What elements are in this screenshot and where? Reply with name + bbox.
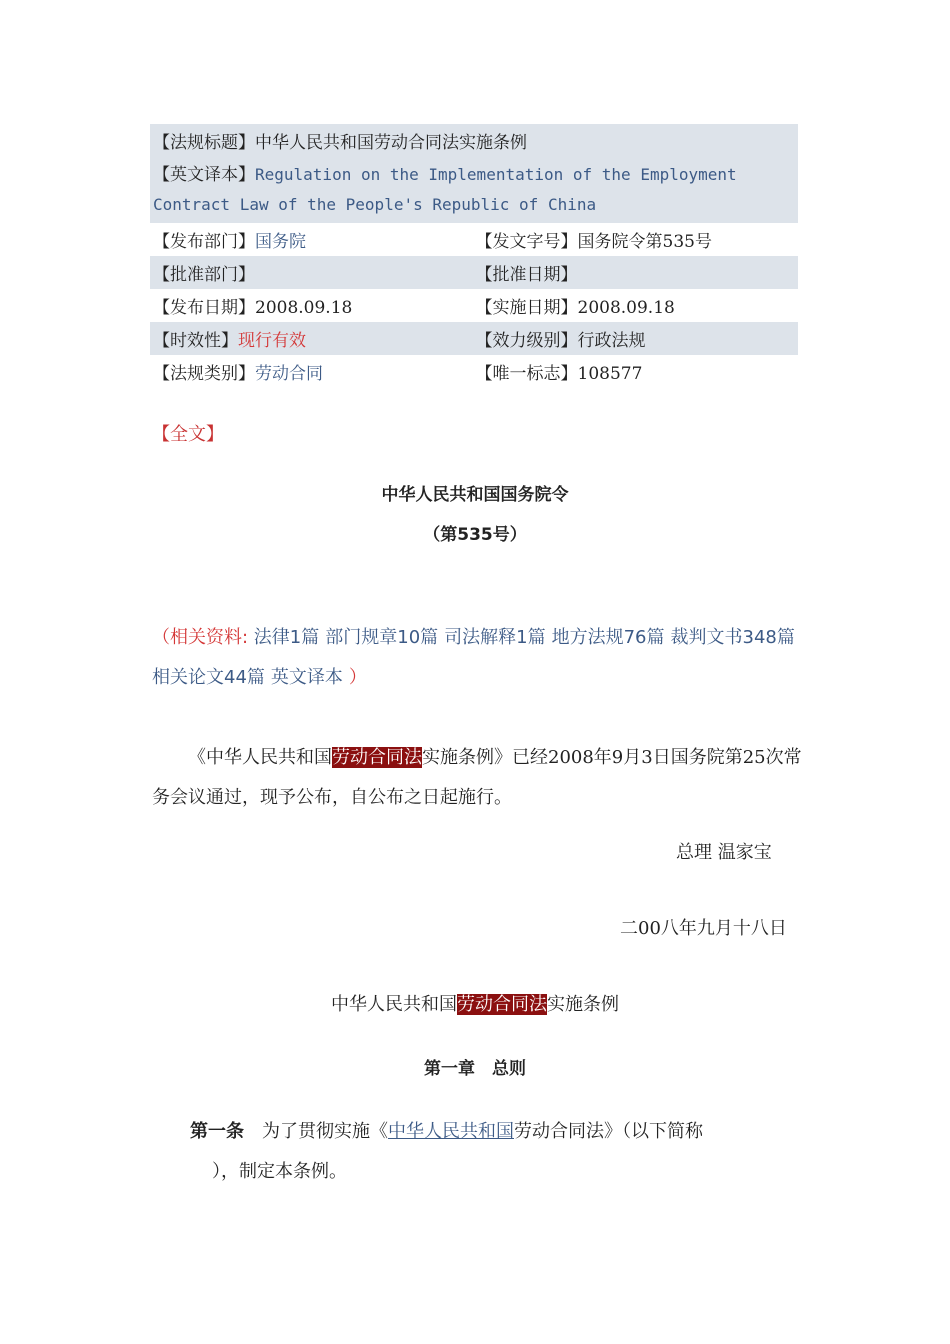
approver-label: 【批准部门】 [153,265,255,285]
related-link-english[interactable]: 英文译本 [270,667,343,688]
meta-row-dates [150,289,798,322]
related-suffix: ） [348,667,367,688]
highlighted-keyword: 劳动合同法 [332,747,422,768]
uid-value: 108577 [577,364,643,384]
preamble-paragraph [152,738,802,818]
highlighted-keyword: 劳动合同法 [457,994,547,1015]
law-link-tail: 劳动合同法 [514,1121,604,1142]
english-translation-link[interactable]: Regulation on the Implementation of the Employment Contract Law of the People's Republic of China [153,165,737,214]
validity-value: 现行有效 [238,331,306,351]
meta-row-issuer [150,223,798,256]
article-1 [190,1112,760,1192]
doc-no-value: 国务院令第535号 [577,232,712,252]
signature: 总理 温家宝 [676,842,772,863]
meta-row-title [150,124,798,157]
english-label: 【英文译本】 [153,165,255,185]
reg-title-before: 中华人民共和国 [331,994,457,1015]
meta-row-validity [150,322,798,355]
related-materials: （相关资料: 法律1篇 部门规章10篇 司法解释1篇 地方法规76篇 裁判文书348篇相关论文44篇 英文译本 ） [152,627,795,688]
issuer-link[interactable]: 国务院 [255,232,306,252]
related-prefix: （相关资料 [152,627,242,648]
effective-date-value: 2008.09.18 [577,298,675,318]
publish-date-value: 2008.09.18 [255,298,353,318]
title-value: 中华人民共和国劳动合同法实施条例 [255,133,527,153]
approve-date-label: 【批准日期】 [475,265,578,285]
level-value: 行政法规 [577,331,646,351]
regulation-title [0,990,950,1016]
metadata-table [150,124,798,388]
order-number: （第535号） [423,525,527,545]
article-text-3: ），制定本条例。 [212,1161,347,1182]
meta-row-approval [150,256,798,289]
preamble-text-before: 《中华人民共和国 [188,747,332,768]
publish-date-label: 【发布日期】 [153,298,255,318]
chapter-heading: 第一章 总则 [424,1059,526,1079]
issuer-label: 【发布部门】 [153,232,255,252]
law-link[interactable]: 中华人民共和国 [388,1121,514,1142]
meta-row-category [150,355,798,388]
effective-date-label: 【实施日期】 [475,298,578,318]
level-label: 【效力级别】 [475,331,578,351]
related-link-laws[interactable]: 法律1篇 [253,627,320,648]
article-text-1: 为了贯彻实施《 [262,1121,388,1142]
meta-row-english [150,157,798,223]
sign-date: 二00八年九月十八日 [620,918,787,939]
title-label: 【法规标题】 [153,133,255,153]
category-link[interactable]: 劳动合同 [255,364,323,384]
related-link-papers[interactable]: 相关论文44篇 [152,667,265,688]
uid-label: 【唯一标志】 [475,364,578,384]
doc-no-label: 【发文字号】 [475,232,578,252]
related-link-cases[interactable]: 裁判文书348篇 [670,627,795,648]
preamble-text-after: 实施条例》已经2008年9月3日国务院第25次常务会议通过，现予公布，自公布之日起施行。 [152,747,802,808]
reg-title-after: 实施条例 [547,994,619,1015]
related-link-judicial[interactable]: 司法解释1篇 [444,627,546,648]
fulltext-label: 【全文】 [152,424,224,445]
related-link-dept-rules[interactable]: 部门规章10篇 [325,627,439,648]
validity-label: 【时效性】 [153,331,238,351]
related-link-local[interactable]: 地方法规76篇 [551,627,665,648]
article-text-2: 》（以下简称 [604,1121,703,1142]
order-title: 中华人民共和国国务院令 [381,485,569,505]
article-number: 第一条 [190,1121,244,1142]
category-label: 【法规类别】 [153,364,255,384]
